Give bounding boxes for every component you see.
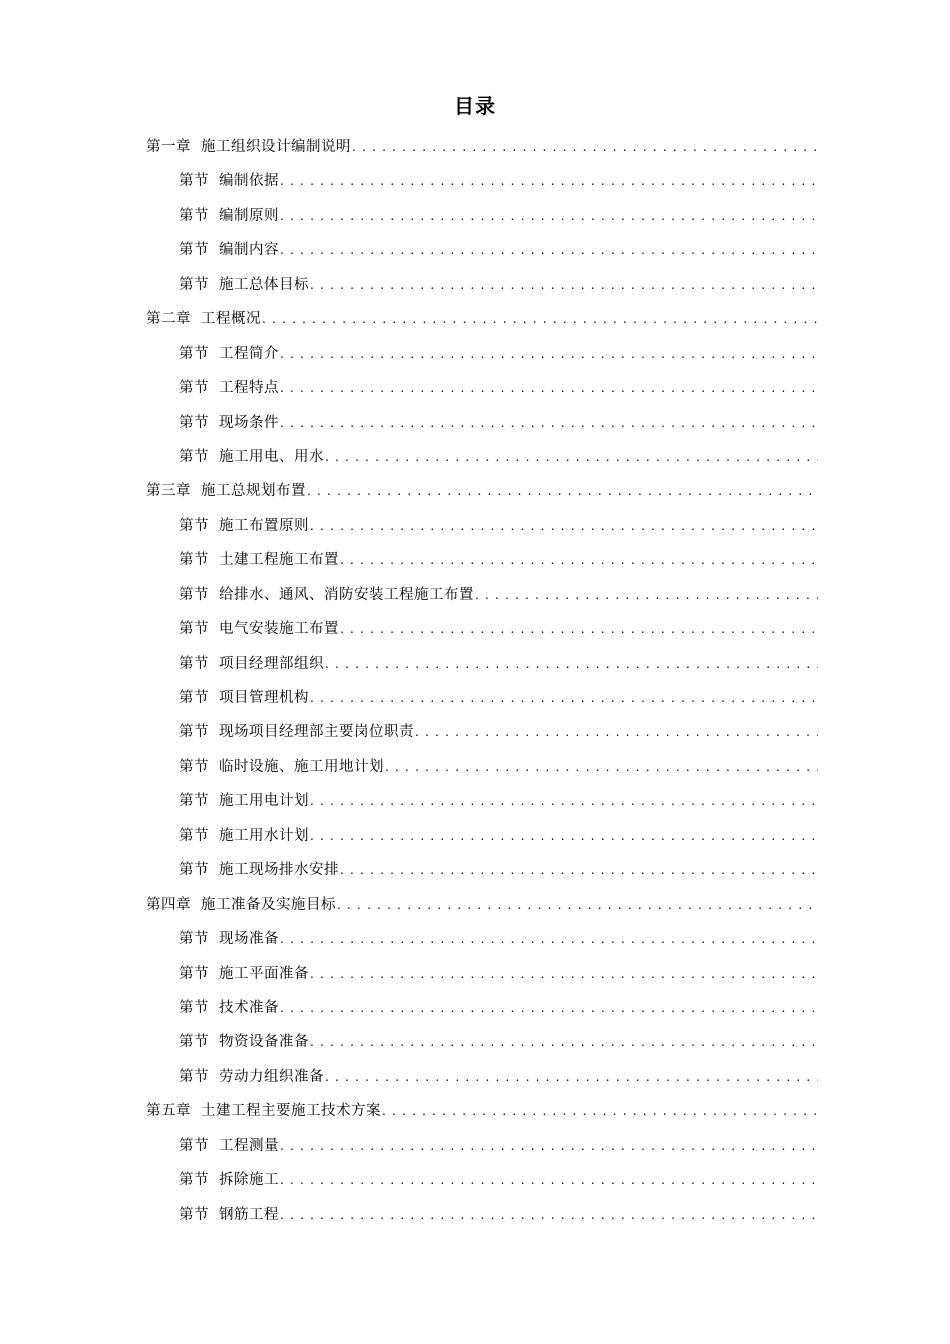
toc-entry-title: 现场条件 bbox=[219, 414, 279, 431]
toc-section-entry[interactable] bbox=[146, 819, 818, 853]
toc-dot-leader bbox=[340, 543, 818, 577]
toc-entry-number: 第三章 bbox=[146, 483, 191, 500]
toc-section-entry[interactable] bbox=[146, 543, 818, 577]
toc-entry-title: 编制依据 bbox=[219, 173, 279, 190]
toc-entry-number: 第节 bbox=[179, 448, 209, 465]
toc-entry-number: 第节 bbox=[179, 1137, 209, 1154]
toc-dot-leader bbox=[280, 371, 818, 405]
toc-entry-title: 编制内容 bbox=[219, 242, 279, 259]
toc-entry-title: 电气安装施工布置 bbox=[219, 621, 339, 638]
toc-entry-number: 第节 bbox=[179, 414, 209, 431]
toc-section-entry[interactable] bbox=[146, 164, 818, 198]
toc-chapter-entry[interactable] bbox=[146, 888, 818, 922]
toc-title: 目录 bbox=[454, 94, 496, 118]
toc-chapter-entry[interactable] bbox=[146, 474, 818, 508]
toc-entry-number: 第节 bbox=[179, 690, 209, 706]
toc-entry-number: 第节 bbox=[179, 862, 209, 879]
toc-section-entry[interactable] bbox=[146, 681, 818, 715]
toc-dot-leader bbox=[310, 784, 818, 818]
toc-chapter-entry[interactable] bbox=[146, 302, 818, 336]
toc-dot-leader bbox=[310, 957, 818, 991]
toc-dot-leader bbox=[337, 888, 818, 922]
toc-entry-number: 第节 bbox=[179, 1034, 209, 1051]
toc-section-entry[interactable] bbox=[146, 440, 818, 474]
toc-chapter-entry[interactable] bbox=[146, 130, 818, 164]
toc-entry-number: 第节 bbox=[179, 1172, 209, 1189]
toc-entry-number: 第节 bbox=[179, 827, 209, 844]
toc-section-entry[interactable] bbox=[146, 750, 818, 784]
toc-entry-title: 施工用电、用水 bbox=[219, 448, 324, 465]
toc-entry-number: 第节 bbox=[179, 621, 209, 638]
toc-entry-title: 施工组织设计编制说明 bbox=[201, 139, 351, 155]
toc-dot-leader bbox=[325, 1060, 818, 1094]
toc-section-entry[interactable] bbox=[146, 1129, 818, 1163]
toc-entry-number: 第一章 bbox=[146, 139, 191, 155]
toc-entry-number: 第节 bbox=[179, 552, 209, 569]
toc-entry-title: 施工用电计划 bbox=[219, 793, 309, 810]
toc-entry-title: 钢筋工程 bbox=[219, 1206, 279, 1223]
toc-dot-leader bbox=[325, 440, 818, 474]
toc-section-entry[interactable] bbox=[146, 647, 818, 681]
toc-dot-leader bbox=[280, 164, 818, 198]
toc-dot-leader bbox=[340, 853, 818, 887]
toc-dot-leader bbox=[280, 1198, 818, 1232]
toc-entry-number: 第五章 bbox=[146, 1103, 191, 1120]
toc-entry-title: 土建工程施工布置 bbox=[219, 552, 339, 569]
toc-section-entry[interactable] bbox=[146, 371, 818, 405]
toc-dot-leader bbox=[352, 130, 818, 164]
toc-dot-leader bbox=[385, 750, 818, 784]
toc-entry-title: 工程特点 bbox=[219, 380, 279, 397]
toc-entry-title: 施工总规划布置 bbox=[201, 483, 306, 500]
toc-section-entry[interactable] bbox=[146, 199, 818, 233]
toc-section-entry[interactable] bbox=[146, 715, 818, 749]
toc-dot-leader bbox=[310, 509, 818, 543]
toc-section-entry[interactable] bbox=[146, 268, 818, 302]
toc-section-entry[interactable] bbox=[146, 1025, 818, 1059]
toc-entry-number: 第节 bbox=[179, 517, 209, 534]
toc-entry-title: 给排水、通风、消防安装工程施工布置 bbox=[219, 586, 474, 603]
toc-entry-title: 拆除施工 bbox=[219, 1172, 279, 1189]
toc-entry-title: 技术准备 bbox=[219, 999, 279, 1016]
toc-entry-number: 第节 bbox=[179, 207, 209, 224]
toc-entry-number: 第节 bbox=[179, 380, 209, 397]
toc-entry-title: 工程测量 bbox=[219, 1137, 279, 1154]
toc-entry-title: 物资设备准备 bbox=[219, 1034, 309, 1051]
toc-entry-number: 第节 bbox=[179, 965, 209, 982]
toc-entry-title: 施工用水计划 bbox=[219, 827, 309, 844]
toc-entry-title: 工程概况 bbox=[201, 311, 261, 328]
toc-dot-leader bbox=[310, 1025, 818, 1059]
toc-entry-number: 第节 bbox=[179, 1068, 209, 1085]
toc-entry-number: 第节 bbox=[179, 931, 209, 948]
toc-section-entry[interactable] bbox=[146, 922, 818, 956]
toc-list bbox=[146, 130, 818, 1232]
toc-section-entry[interactable] bbox=[146, 957, 818, 991]
toc-entry-number: 第节 bbox=[179, 345, 209, 362]
toc-entry-title: 项目管理机构 bbox=[219, 690, 309, 706]
toc-entry-number: 第节 bbox=[179, 173, 209, 190]
toc-dot-leader bbox=[310, 819, 818, 853]
toc-entry-number: 第节 bbox=[179, 242, 209, 259]
toc-entry-title: 现场准备 bbox=[219, 931, 279, 948]
toc-dot-leader bbox=[310, 681, 818, 715]
toc-dot-leader bbox=[340, 612, 818, 646]
toc-section-entry[interactable] bbox=[146, 784, 818, 818]
toc-entry-title: 施工现场排水安排 bbox=[219, 862, 339, 879]
toc-entry-number: 第节 bbox=[179, 1206, 209, 1223]
toc-section-entry[interactable] bbox=[146, 1198, 818, 1232]
toc-entry-number: 第节 bbox=[179, 276, 209, 293]
toc-dot-leader bbox=[475, 578, 818, 612]
toc-section-entry[interactable] bbox=[146, 612, 818, 646]
toc-dot-leader bbox=[310, 268, 818, 302]
toc-entry-number: 第节 bbox=[179, 793, 209, 810]
toc-entry-number: 第节 bbox=[179, 655, 209, 672]
toc-section-entry[interactable] bbox=[146, 578, 818, 612]
toc-section-entry[interactable] bbox=[146, 1060, 818, 1094]
toc-dot-leader bbox=[280, 233, 818, 267]
toc-section-entry[interactable] bbox=[146, 509, 818, 543]
toc-entry-number: 第二章 bbox=[146, 311, 191, 328]
toc-entry-number: 第节 bbox=[179, 586, 209, 603]
toc-section-entry[interactable] bbox=[146, 233, 818, 267]
toc-dot-leader bbox=[307, 474, 818, 508]
toc-entry-title: 劳动力组织准备 bbox=[219, 1068, 324, 1085]
toc-entry-title: 临时设施、施工用地计划 bbox=[219, 758, 384, 775]
toc-dot-leader bbox=[280, 922, 818, 956]
toc-dot-leader bbox=[262, 302, 818, 336]
toc-entry-title: 工程简介 bbox=[219, 345, 279, 362]
toc-entry-title: 施工布置原则 bbox=[219, 517, 309, 534]
toc-dot-leader bbox=[280, 991, 818, 1025]
toc-section-entry[interactable] bbox=[146, 853, 818, 887]
toc-entry-number: 第节 bbox=[179, 724, 209, 741]
toc-entry-title: 施工总体目标 bbox=[219, 276, 309, 293]
toc-entry-title: 施工准备及实施目标 bbox=[201, 896, 336, 913]
toc-section-entry[interactable] bbox=[146, 337, 818, 371]
toc-entry-number: 第四章 bbox=[146, 896, 191, 913]
toc-entry-number: 第节 bbox=[179, 758, 209, 775]
toc-dot-leader bbox=[325, 647, 818, 681]
toc-section-entry[interactable] bbox=[146, 991, 818, 1025]
toc-dot-leader bbox=[280, 1163, 818, 1197]
toc-section-entry[interactable] bbox=[146, 1163, 818, 1197]
toc-entry-title: 编制原则 bbox=[219, 207, 279, 224]
toc-entry-title: 土建工程主要施工技术方案 bbox=[201, 1103, 381, 1120]
toc-chapter-entry[interactable] bbox=[146, 1094, 818, 1128]
toc-section-entry[interactable] bbox=[146, 406, 818, 440]
toc-dot-leader bbox=[415, 715, 818, 749]
toc-dot-leader bbox=[280, 337, 818, 371]
toc-entry-title: 现场项目经理部主要岗位职责 bbox=[219, 724, 414, 741]
toc-entry-title: 施工平面准备 bbox=[219, 965, 309, 982]
toc-dot-leader bbox=[382, 1094, 818, 1128]
toc-dot-leader bbox=[280, 199, 818, 233]
toc-dot-leader bbox=[280, 1129, 818, 1163]
toc-entry-number: 第节 bbox=[179, 999, 209, 1016]
toc-dot-leader bbox=[280, 406, 818, 440]
toc-entry-title: 项目经理部组织 bbox=[219, 655, 324, 672]
